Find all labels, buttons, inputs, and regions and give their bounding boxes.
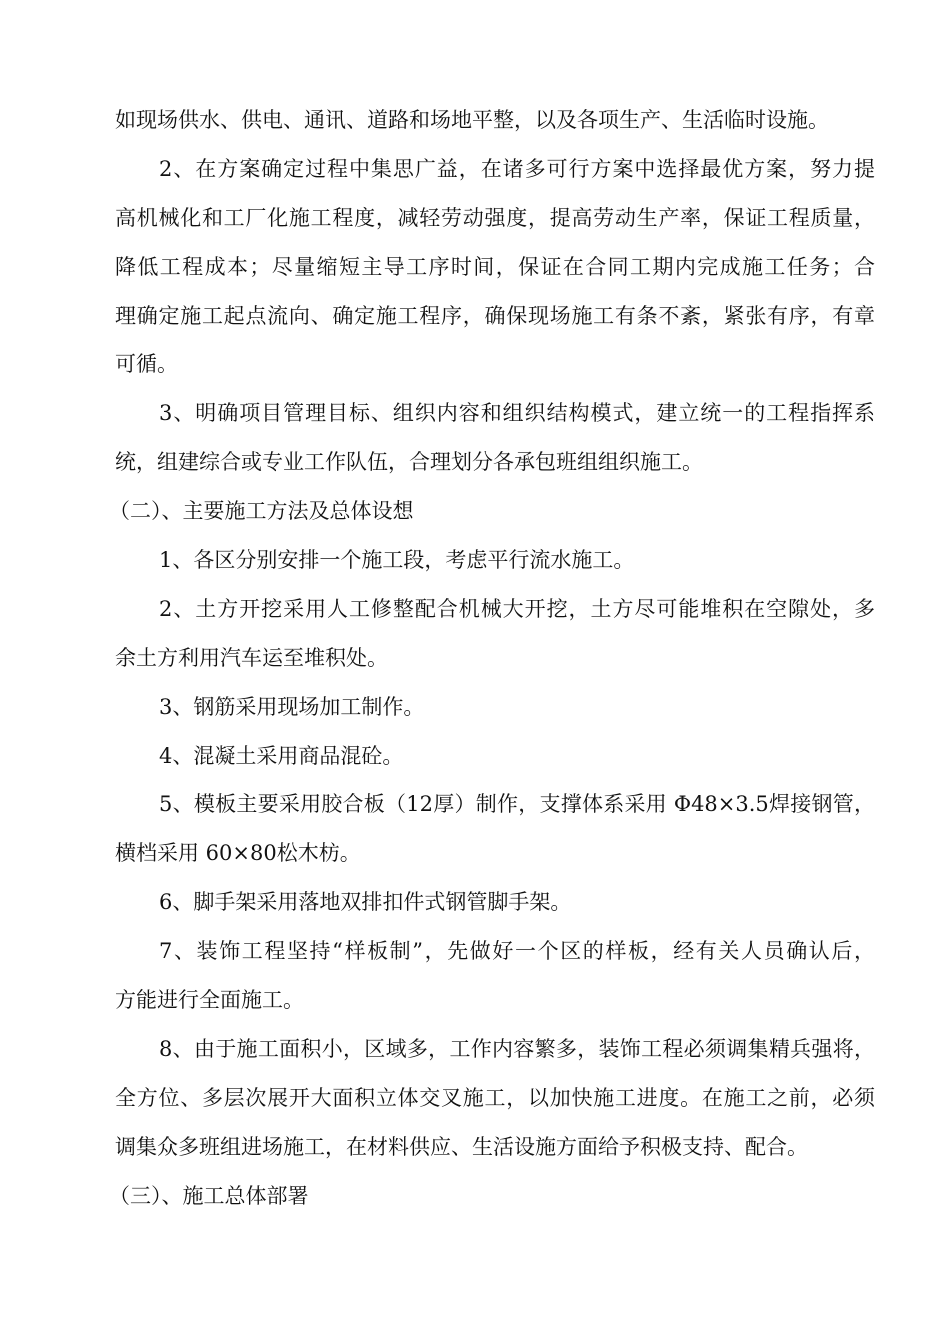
method-item-8-line-1: 8、由于施工面积小，区域多，工作内容繁多，装饰工程必须调集精兵强将， [159, 1036, 875, 1061]
section-heading-2: （二）、主要施工方法及总体设想 [109, 499, 414, 524]
section-heading-3: （三）、施工总体部署 [109, 1183, 309, 1208]
document-body [109, 96, 875, 1220]
method-item-3: 3、钢筋采用现场加工制作。 [159, 694, 425, 719]
method-item-5-line-2: 横档采用 60×80松木枋。 [115, 841, 361, 866]
paragraph-2-line-2: 高机械化和工厂化施工程度，减轻劳动强度，提高劳动生产率，保证工程质量， [115, 205, 875, 230]
paragraph-continuation-line: 如现场供水、供电、通讯、道路和场地平整，以及各项生产、生活临时设施。 [115, 108, 829, 132]
method-item-1: 1、各区分别安排一个施工段，考虑平行流水施工。 [159, 548, 635, 573]
paragraph-2-line-1: 2、在方案确定过程中集思广益，在诸多可行方案中选择最优方案，努力提 [159, 156, 875, 181]
method-item-5-line-1: 5、模板主要采用胶合板（12厚）制作，支撑体系采用 Φ48×3.5焊接钢管， [159, 792, 875, 817]
method-item-8-line-3: 调集众多班组进场施工，在材料供应、生活设施方面给予积极支持、配合。 [115, 1134, 808, 1159]
paragraph-2-line-4: 理确定施工起点流向、确定施工程序，确保现场施工有条不紊，紧张有序，有章 [115, 303, 875, 328]
paragraph-3-line-2: 统，组建综合或专业工作队伍，合理划分各承包班组组织施工。 [115, 450, 703, 475]
method-item-2-line-2: 余土方利用汽车运至堆积处。 [115, 645, 388, 670]
method-item-2-line-1: 2、土方开挖采用人工修整配合机械大开挖，土方尽可能堆积在空隙处，多 [159, 596, 875, 621]
method-item-7-line-2: 方能进行全面施工。 [115, 988, 304, 1013]
method-item-6: 6、脚手架采用落地双排扣件式钢管脚手架。 [159, 890, 572, 915]
method-item-4: 4、混凝土采用商品混砼。 [159, 743, 404, 768]
paragraph-3-line-1: 3、明确项目管理目标、组织内容和组织结构模式，建立统一的工程指挥系 [159, 401, 875, 426]
method-item-7-line-1: 7、装饰工程坚持“样板制”，先做好一个区的样板，经有关人员确认后， [159, 939, 875, 964]
paragraph-2-line-5: 可循。 [115, 352, 178, 377]
method-item-8-line-2: 全方位、多层次展开大面积立体交叉施工，以加快施工进度。在施工之前，必须 [115, 1085, 875, 1110]
paragraph-2-line-3: 降低工程成本；尽量缩短主导工序时间，保证在合同工期内完成施工任务；合 [115, 254, 875, 279]
